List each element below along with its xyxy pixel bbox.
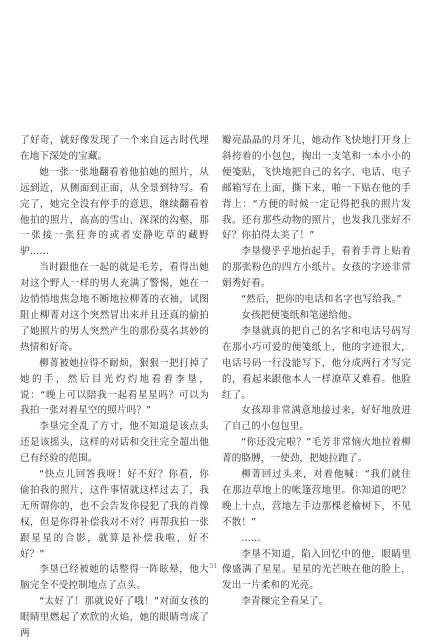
paragraph: …… — [241, 532, 261, 544]
paragraph: 瓣亮晶晶的月牙儿，她动作飞快地打开身上斜挎着的小包包，掏出一支笔和一本小小的便笺贴，飞快地把自己的名字、电话、电子邮箱写在上面，撕下来，啪一下贴在他的手背上：“方便的时候一定记得把我的照片发我。还有那些动物的照片，也发我几张好不好？你拍得太美了！” — [222, 135, 411, 242]
paragraph: 李垦傻乎乎地抬起手，看着手背上贴着的那张粉色的四方小纸片。女孩的字迹非常娟秀好看。 — [222, 246, 411, 290]
paragraph: 女孩把便笺纸和笔递给他。 — [241, 309, 358, 321]
paragraph: 李垦不知道，陷入回忆中的他，眼睛里像盛满了星星。星星的光芒映在他的脸上，发出一片柔和的光亮。 — [222, 548, 411, 592]
paragraph: 李垦已经被她的话整得一阵眩晕，他大脑完全不受控制地点了点头。 — [20, 564, 209, 592]
paragraph: 柳菁被她拉得不耐烦，狠狠一把打掉了她的手，然后目光灼灼地看着李垦，说：“晚上可以陪我一起看星星吗？可以为我拍一张对着星空的照片吗？” — [20, 357, 209, 417]
paragraph: 李青稞完全看呆了。 — [241, 596, 329, 608]
paragraph: 李垦完全乱了方寸，他不知道是该点头还是该摇头，这样的对话和交往完全超出他已有经验的范围。 — [20, 421, 209, 465]
paragraph: “你还没完啦？”毛芳非常恼火地拉着柳菁的胳膊，一使劲，把她拉跑了。 — [222, 437, 411, 465]
paragraph: 女孩却非常满意地接过来，好好地放进了自己的小包包里。 — [222, 405, 411, 433]
paragraph: 柳菁回过头来，对着他喊：“我们就住在那边草地上的帐篷营地里。你知道的吧？晚上十点，营地左手边那棵老榆树下，不见不散！” — [222, 469, 411, 528]
paragraph: “太好了！那就说好了哦！”对面女孩的眼睛里燃起了欢欣的火焰，她的眼睛弯成了两 — [20, 596, 209, 640]
paragraph: 了好奇，就好像发现了一个来自远古时代埋在地下深处的宝藏。 — [20, 135, 209, 162]
paragraph: 李垦就真的把自己的名字和电话号码写在那小巧可爱的便笺纸上，他的字迹很大，电话号码一行没能写下，他分成两行才写完的，看起来跟他本人一样潦草又难看。他脸红了。 — [222, 325, 411, 401]
paragraph: “快点儿回答我呀！好不好？你看，你偷拍我的照片，这件事情就这样过去了，我无所谓你的，也不会告发你侵犯了我的肖像权，但是你得补偿我对不对？再帮我拍一张跟星星的合影，就算是补偿我啦，好不好？” — [20, 469, 209, 560]
paragraph: 她一张一张地翻看着他拍她的照片，从远到近，从侧面到正面，从全景到特写。看完了，她完全没有停手的意思，继续翻看着他拍的照片，高高的雪山、深深的沟壑，那一张接一张狂奔的或者安静吃草的藏野驴…… — [20, 166, 209, 258]
paragraph: 当时跟他在一起的就是毛芳，看得出她对这个野人一样的男人充满了警惕，她在一边悄悄地焦急地不断地拉柳菁的衣袖，试图阻止柳菁对这个突然冒出来并且还真的偷拍了她照片的男人突然产生的那份莫名其妙的热情和好奇。 — [20, 262, 209, 353]
right-text-column — [222, 133, 411, 610]
page-number: 51 — [209, 563, 218, 570]
paragraph: “然后，把你的电话和名字也写给我。” — [241, 294, 402, 306]
